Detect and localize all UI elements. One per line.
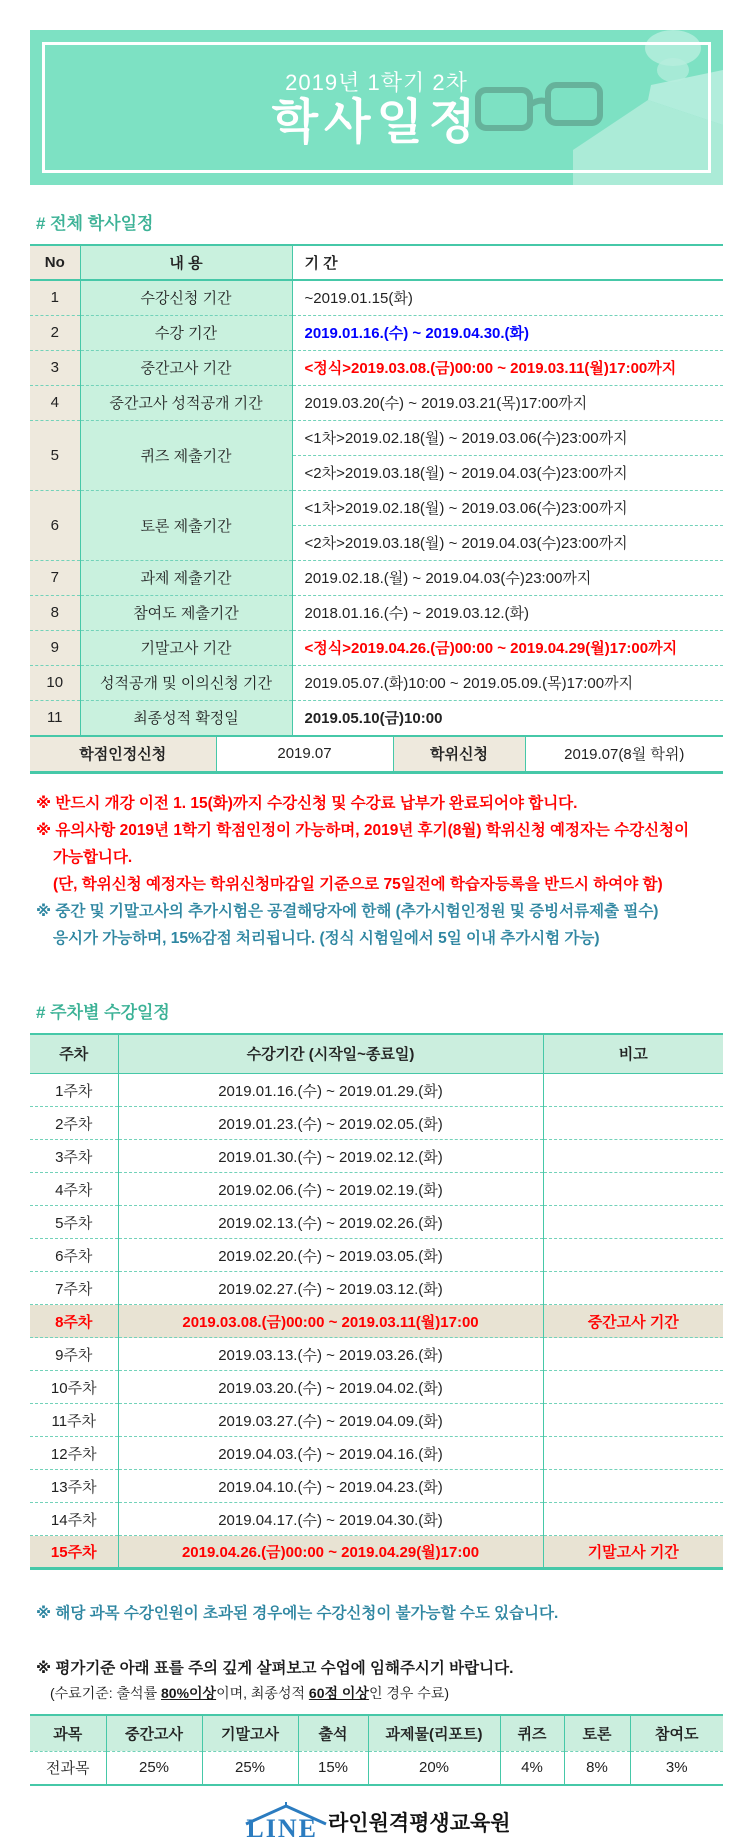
col-header-content: 내 용 <box>80 245 292 280</box>
table-row: 6주차 2019.02.20.(수) ~ 2019.03.05.(화) <box>30 1239 723 1272</box>
line-logo <box>242 1802 318 1842</box>
note-line: 응시가 가능하며, 15%감점 처리됩니다. (정식 시험일에서 5일 이내 추가시험 가능) <box>53 929 600 947</box>
note-line: ※ 반드시 개강 이전 1. 15(화)까지 수강신청 및 수강료 납부가 완료되어야 합니다. <box>36 794 578 812</box>
table-row: 3 중간고사 기간 <정식>2019.03.08.(금)00:00 ~ 2019.03.11(월)17:00까지 <box>30 350 723 385</box>
table-row: 전과목 25% 25% 15% 20% 4% 8% 3% <box>30 1751 723 1785</box>
banner-frame <box>42 42 711 173</box>
table-row: 14주차 2019.04.17.(수) ~ 2019.04.30.(화) <box>30 1503 723 1536</box>
note-line: ※ 유의사항 2019년 1학기 학점인정이 가능하며, 2019년 후기(8월) 학위신청 예정자는 수강신청이 <box>36 821 690 839</box>
table-row-final: 15주차 2019.04.26.(금)00:00 ~ 2019.04.29(월)17:00 기말고사 기간 <box>30 1536 723 1569</box>
table-row: 1 수강신청 기간 ~2019.01.15(화) <box>30 280 723 315</box>
page-title: 학사일정 <box>271 95 482 149</box>
degree-apply-label: 학위신청 <box>393 736 525 772</box>
table-row: 5 퀴즈 제출기간 <1차>2019.02.18(월) ~ 2019.03.06(수)23:00까지 <box>30 420 723 455</box>
academic-schedule-page <box>0 30 753 1842</box>
criteria-attendance: 80%이상 <box>161 1685 217 1701</box>
table-row: 12주차 2019.04.03.(수) ~ 2019.04.16.(화) <box>30 1437 723 1470</box>
notes-block-2 <box>36 1600 753 1627</box>
table-row: 9 기말고사 기간 <정식>2019.04.26.(금)00:00 ~ 2019.04.29(월)17:00까지 <box>30 630 723 665</box>
table-row: 1주차 2019.01.16.(수) ~ 2019.01.29.(화) <box>30 1074 723 1107</box>
evaluation-table <box>30 1714 723 1786</box>
section-heading-overall: # 전체 학사일정 <box>36 214 154 233</box>
organization-name: 라인원격평생교육원 <box>328 1812 511 1835</box>
credit-apply-label: 학점인정신청 <box>30 736 216 772</box>
notes-block-3 <box>36 1655 753 1704</box>
credit-degree-strip <box>30 735 723 774</box>
table-header-row <box>30 1034 723 1074</box>
table-row: 9주차 2019.03.13.(수) ~ 2019.03.26.(화) <box>30 1338 723 1371</box>
note-line: ※ 중간 및 기말고사의 추가시험은 공결해당자에 한해 (추가시험인정원 및 증빙서류제출 필수) <box>36 902 659 920</box>
note-line: 가능합니다. <box>53 848 133 866</box>
table-subrow: <2차>2019.03.18(월) ~ 2019.04.03(수)23:00까지 <box>30 525 723 560</box>
table-row: 5주차 2019.02.13.(수) ~ 2019.02.26.(화) <box>30 1206 723 1239</box>
table-row: 2 수강 기간 2019.01.16.(수) ~ 2019.04.30.(화) <box>30 315 723 350</box>
credit-apply-value: 2019.07 <box>216 736 393 772</box>
banner-subtitle: 2019년 1학기 2차 <box>285 69 468 95</box>
col-header-period: 기 간 <box>292 245 723 280</box>
col-header-no: No <box>30 245 80 280</box>
footer <box>0 1802 753 1842</box>
table-header-row: 과목 중간고사 기말고사 출석 과제물(리포트) 퀴즈 토론 참여도 <box>30 1715 723 1751</box>
table-row: 4 중간고사 성적공개 기간 2019.03.20(수) ~ 2019.03.21(목)17:00까지 <box>30 385 723 420</box>
table-row: 11 최종성적 확정일 2019.05.10(금)10:00 <box>30 700 723 735</box>
table-row: 4주차 2019.02.06.(수) ~ 2019.02.19.(화) <box>30 1173 723 1206</box>
table-row: 2주차 2019.01.23.(수) ~ 2019.02.05.(화) <box>30 1107 723 1140</box>
criteria-text: 이며, 최종성적 <box>216 1685 309 1701</box>
notes-block-1 <box>36 790 753 952</box>
table-row: 8 참여도 제출기간 2018.01.16.(수) ~ 2019.03.12.(화) <box>30 595 723 630</box>
banner <box>30 30 723 185</box>
criteria-text: (수료기준: 출석률 <box>50 1685 161 1701</box>
table-row: 7 과제 제출기간 2019.02.18.(월) ~ 2019.04.03(수)23:00까지 <box>30 560 723 595</box>
note-line: ※ 평가기준 아래 표를 주의 깊게 살펴보고 수업에 임해주시기 바랍니다. <box>36 1660 514 1677</box>
table-row: 7주차 2019.02.27.(수) ~ 2019.03.12.(화) <box>30 1272 723 1305</box>
note-line: (단, 학위신청 예정자는 학위신청마감일 기준으로 75일전에 학습자등록을 반드시 하여야 함) <box>53 875 663 893</box>
criteria-score: 60점 이상 <box>308 1685 369 1701</box>
table-row: 11주차 2019.03.27.(수) ~ 2019.04.09.(화) <box>30 1404 723 1437</box>
section-heading-weekly: # 주차별 수강일정 <box>36 1002 170 1022</box>
criteria-text: 인 경우 수료) <box>368 1685 450 1701</box>
table-subrow: <2차>2019.03.18(월) ~ 2019.04.03(수)23:00까지 <box>30 455 723 490</box>
table-row <box>30 736 723 772</box>
overall-schedule-table <box>30 244 723 735</box>
note-line: ※ 해당 과목 수강인원이 초과된 경우에는 수강신청이 불가능할 수도 있습니다. <box>36 1605 559 1622</box>
table-row: 10주차 2019.03.20.(수) ~ 2019.04.02.(화) <box>30 1371 723 1404</box>
weekly-schedule-table <box>30 1033 723 1571</box>
table-row: 10 성적공개 및 이의신청 기간 2019.05.07.(화)10:00 ~ 2019.05.09.(목)17:00까지 <box>30 665 723 700</box>
table-row: 3주차 2019.01.30.(수) ~ 2019.02.12.(화) <box>30 1140 723 1173</box>
table-row-midterm: 8주차 2019.03.08.(금)00:00 ~ 2019.03.11(월)17:00 중간고사 기간 <box>30 1305 723 1338</box>
completion-criteria <box>36 1682 753 1704</box>
degree-apply-value: 2019.07(8월 학위) <box>525 736 723 772</box>
table-row: 13주차 2019.04.10.(수) ~ 2019.04.23.(화) <box>30 1470 723 1503</box>
table-row: 6 토론 제출기간 <1차>2019.02.18(월) ~ 2019.03.06(수)23:00까지 <box>30 490 723 525</box>
col-header-remark: 비고 <box>543 1034 723 1074</box>
table-header-row <box>30 245 723 280</box>
col-header-week: 주차 <box>30 1034 118 1074</box>
logo-text: LINE <box>246 1814 318 1843</box>
col-header-period: 수강기간 (시작일~종료일) <box>118 1034 543 1074</box>
